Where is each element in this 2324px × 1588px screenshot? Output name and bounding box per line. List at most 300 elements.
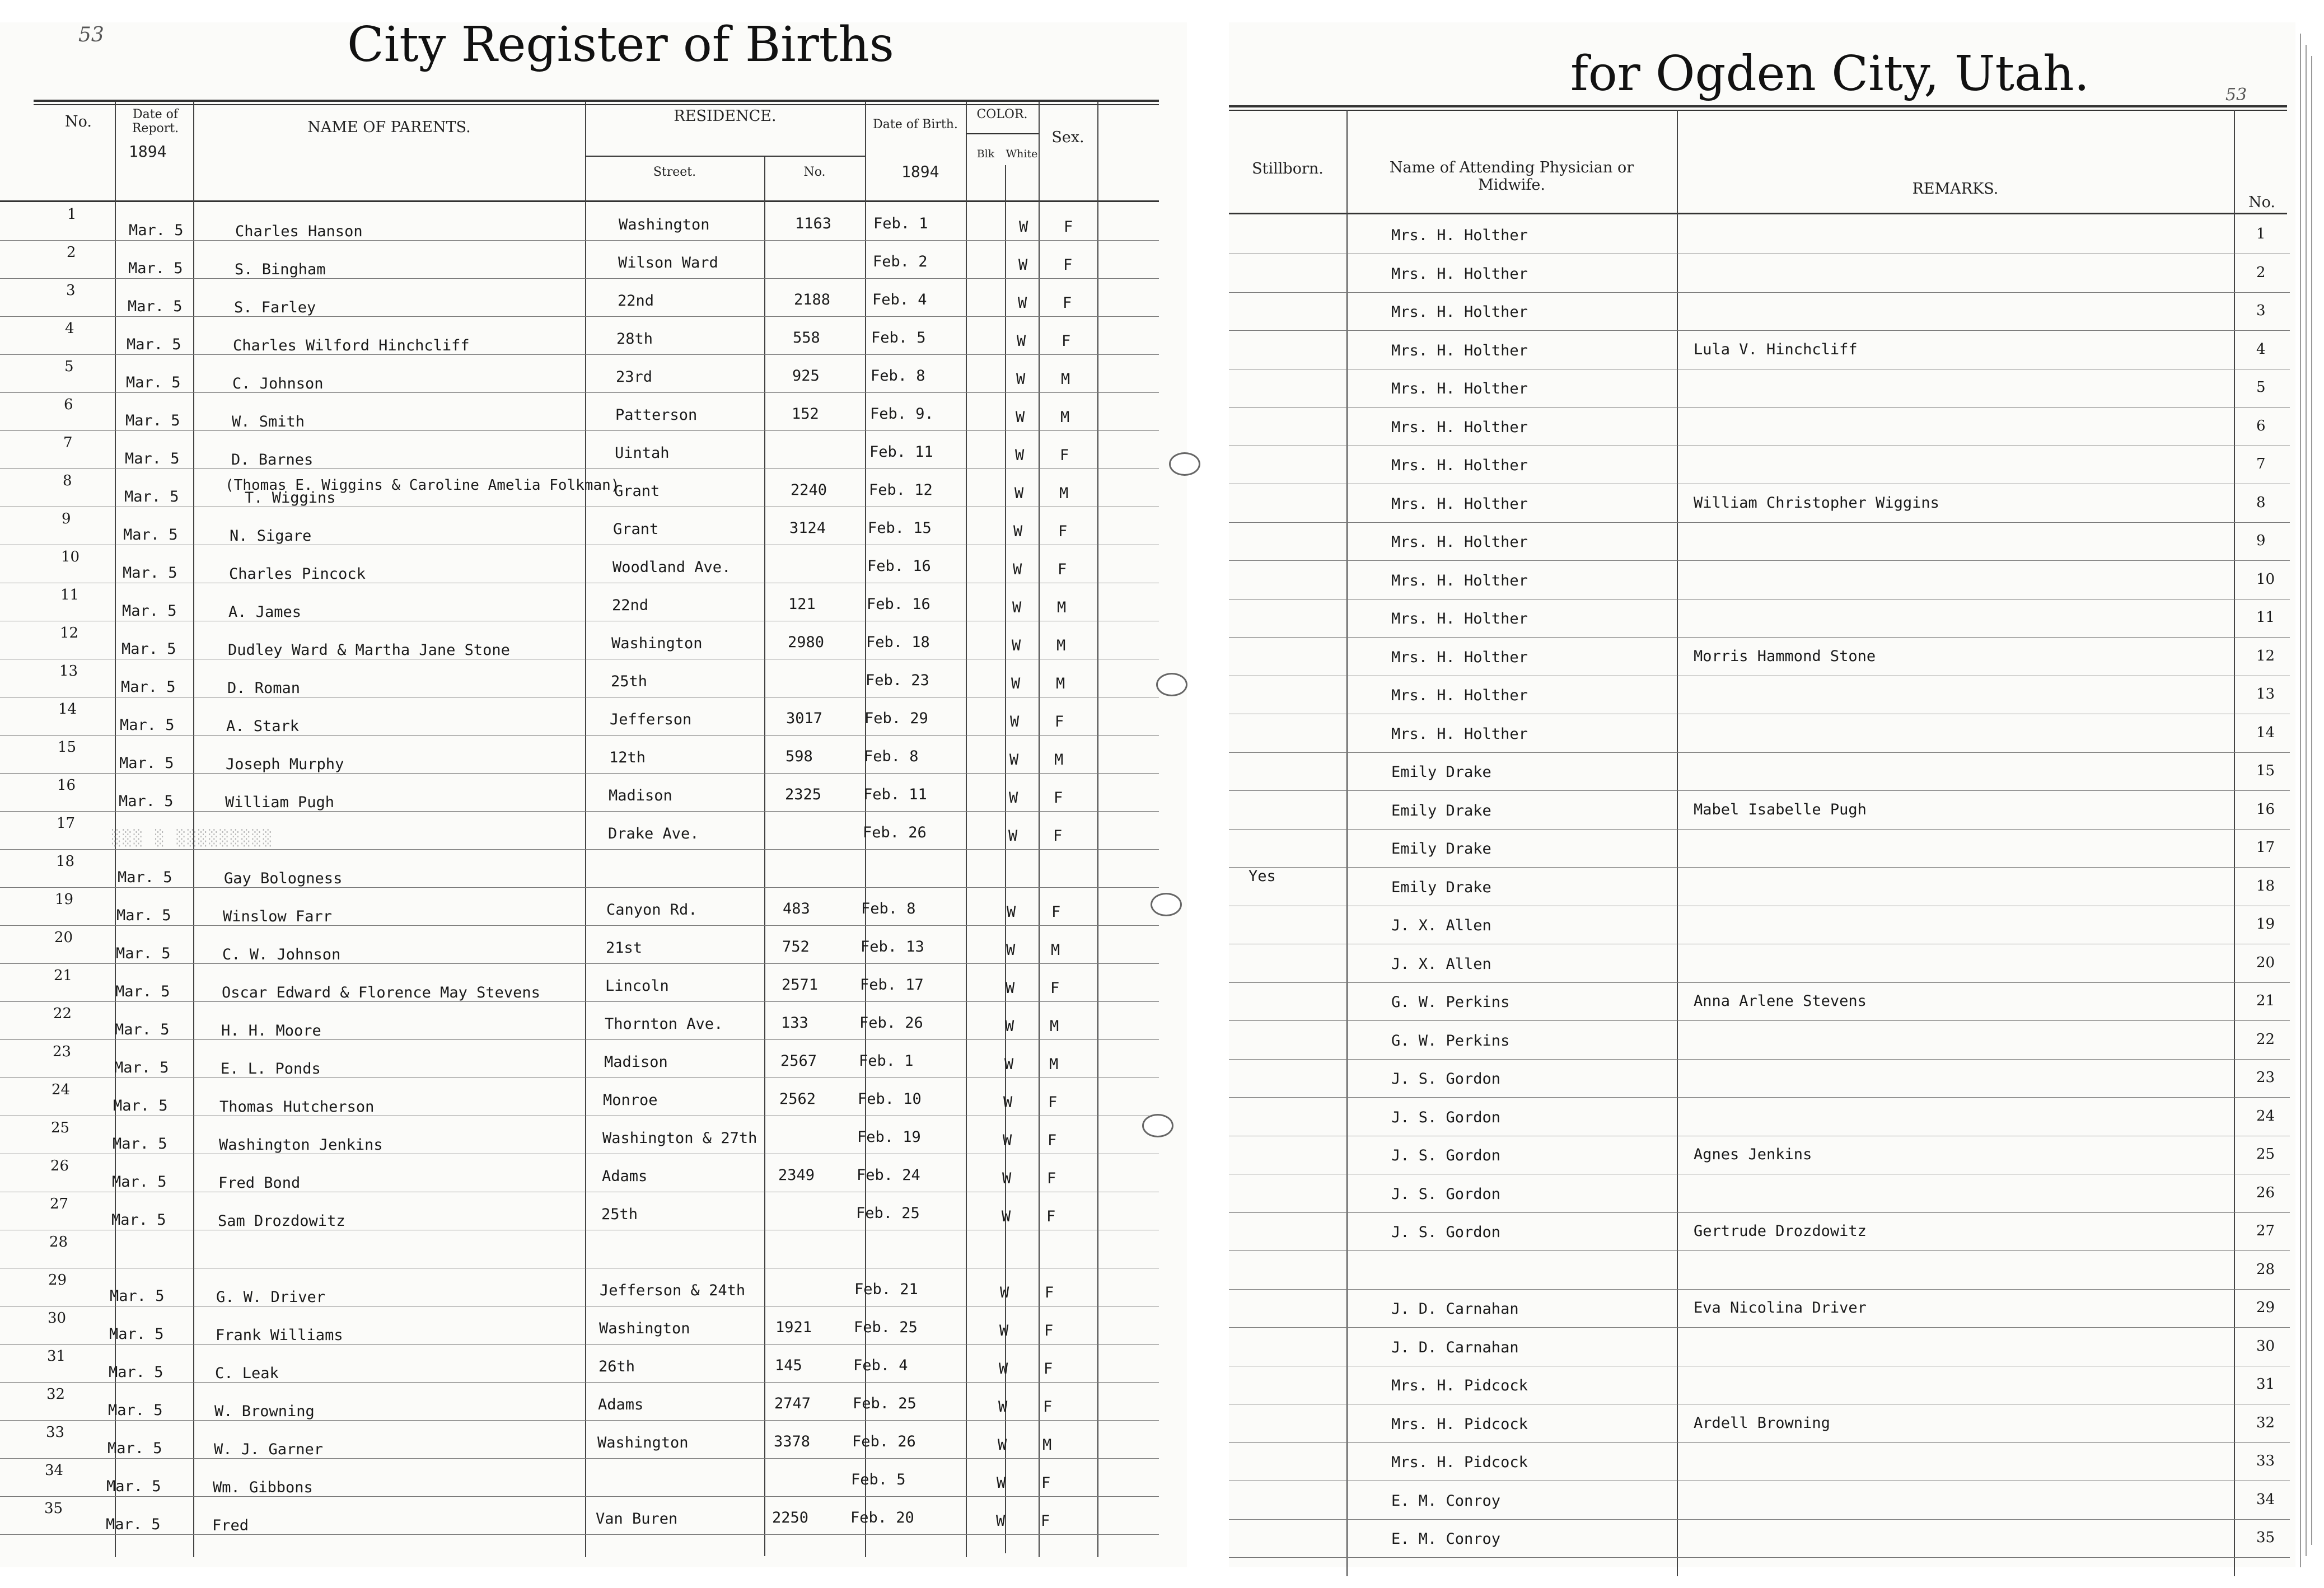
attending-physician: Mrs. H. Holther xyxy=(1391,649,1528,666)
header-sex: Sex. xyxy=(1051,129,1084,146)
attending-physician: Emily Drake xyxy=(1391,763,1491,781)
attending-physician: Mrs. H. Holther xyxy=(1391,303,1528,321)
parents-name: Dudley Ward & Martha Jane Stone xyxy=(228,641,510,659)
residence-street: Wilson Ward xyxy=(618,254,718,271)
residence-number: 2980 xyxy=(788,634,825,651)
attending-physician: E. M. Conroy xyxy=(1391,1492,1501,1510)
parents-name: S. Bingham xyxy=(235,261,326,278)
residence-street: 28th xyxy=(616,330,653,348)
parents-name: Charles Pincock xyxy=(229,565,366,583)
register-row xyxy=(0,507,1159,545)
sex: M xyxy=(1042,1436,1052,1454)
date-of-birth: Feb. 19 xyxy=(857,1128,921,1146)
date-of-report: Mar. 5 xyxy=(112,1173,167,1191)
color-white: W xyxy=(1002,1170,1012,1187)
attending-physician: Mrs. H. Holther xyxy=(1391,380,1528,397)
parents-name: Winslow Farr xyxy=(223,908,333,925)
register-row-right xyxy=(1229,906,2290,944)
register-row xyxy=(0,1268,1159,1306)
remarks-child-name: Lula V. Hinchcliff xyxy=(1694,341,1858,358)
sex: M xyxy=(1056,637,1066,654)
register-row xyxy=(0,926,1159,964)
attending-physician: Mrs. H. Holther xyxy=(1391,265,1528,283)
entry-number: 3 xyxy=(66,282,76,299)
sex: F xyxy=(1058,523,1068,540)
residence-street: Washington xyxy=(611,635,703,652)
register-row-right xyxy=(1229,254,2290,293)
entry-number-right: 13 xyxy=(2256,686,2275,702)
date-of-report: Mar. 5 xyxy=(115,983,170,1000)
entry-number: 5 xyxy=(64,358,74,375)
register-row-right xyxy=(1229,982,2290,1021)
color-white: W xyxy=(1006,980,1015,997)
residence-street: Washington xyxy=(597,1434,689,1451)
residence-street: Lincoln xyxy=(605,977,669,995)
register-row xyxy=(0,1192,1159,1230)
entry-number: 25 xyxy=(51,1119,70,1136)
attending-physician: Emily Drake xyxy=(1391,802,1491,819)
register-row-right xyxy=(1229,1442,2290,1481)
sex: F xyxy=(1043,1398,1053,1416)
remarks-child-name: Agnes Jenkins xyxy=(1694,1146,1812,1163)
date-of-birth: Feb. 5 xyxy=(851,1471,906,1488)
entry-number: 14 xyxy=(58,701,77,718)
parents-name: Fred xyxy=(212,1517,249,1534)
parents-name: Charles Hanson xyxy=(235,223,363,240)
entry-number: 23 xyxy=(53,1043,72,1060)
register-row-right xyxy=(1229,1366,2290,1404)
register-row-right xyxy=(1229,944,2290,983)
residence-number: 3017 xyxy=(786,710,823,727)
register-row xyxy=(0,736,1159,774)
sex: F xyxy=(1041,1512,1050,1530)
date-of-birth: Feb. 4 xyxy=(872,291,927,308)
date-of-birth: Feb. 25 xyxy=(856,1205,920,1222)
date-of-birth: Feb. 26 xyxy=(852,1433,916,1450)
color-white: W xyxy=(1016,409,1025,426)
residence-street: Thornton Ave. xyxy=(605,1015,723,1033)
attending-physician: Emily Drake xyxy=(1391,879,1491,896)
parents-name: W. Smith xyxy=(232,413,305,430)
residence-street: Woodland Ave. xyxy=(612,559,731,576)
color-white: W xyxy=(998,1436,1007,1454)
entry-number-right: 23 xyxy=(2256,1069,2275,1086)
register-row-right xyxy=(1229,1481,2290,1520)
date-of-report: Mar. 5 xyxy=(109,1325,164,1343)
parents-name: D. Roman xyxy=(227,680,301,697)
date-of-report: Mar. 5 xyxy=(113,1135,167,1153)
header-color: COLOR. xyxy=(976,107,1028,121)
sex: F xyxy=(1041,1474,1051,1492)
remarks-child-name: Eva Nicolina Driver xyxy=(1694,1299,1867,1317)
entry-number-right: 22 xyxy=(2256,1031,2275,1048)
attending-physician: E. M. Conroy xyxy=(1391,1530,1501,1548)
date-of-report: Mar. 5 xyxy=(123,526,178,544)
date-of-birth: Feb. 9. xyxy=(870,405,934,423)
parents-name: William Pugh xyxy=(225,794,335,811)
register-row-right xyxy=(1229,1251,2290,1290)
sex: F xyxy=(1054,789,1063,807)
color-white: W xyxy=(1013,561,1022,578)
date-of-birth: Feb. 18 xyxy=(866,634,930,651)
register-row-right xyxy=(1229,407,2290,446)
row-divider xyxy=(0,1534,1159,1535)
entry-number: 18 xyxy=(56,853,75,870)
parents-name: H. H. Moore xyxy=(221,1022,321,1039)
sex: M xyxy=(1056,675,1065,692)
color-white: W xyxy=(1010,713,1020,730)
entry-number-right: 28 xyxy=(2256,1261,2275,1278)
color-white: W xyxy=(1005,1018,1014,1035)
date-of-birth: Feb. 11 xyxy=(869,443,933,461)
entry-number: 13 xyxy=(59,663,78,680)
entry-number-right: 2 xyxy=(2256,264,2266,281)
residence-street: Madison xyxy=(609,787,672,804)
register-row-right xyxy=(1229,1289,2290,1328)
parents-name: W. J. Garner xyxy=(214,1441,324,1458)
register-row xyxy=(0,583,1159,621)
date-of-report: Mar. 5 xyxy=(122,602,177,620)
residence-street: Monroe xyxy=(603,1092,658,1109)
date-of-report: Mar. 5 xyxy=(119,755,174,772)
attending-physician: Mrs. H. Holther xyxy=(1391,419,1528,436)
entry-number: 24 xyxy=(52,1081,71,1098)
register-row xyxy=(0,888,1159,926)
date-of-report: Mar. 5 xyxy=(106,1478,161,1495)
register-row-right xyxy=(1229,829,2290,868)
entry-number-right: 29 xyxy=(2256,1299,2275,1316)
date-of-birth: Feb. 8 xyxy=(864,748,919,765)
attending-physician: Mrs. H. Holther xyxy=(1391,687,1528,704)
header-date-of-birth: Date of Birth. xyxy=(873,118,958,132)
residence-number: 2240 xyxy=(791,481,827,499)
parents-name: Joseph Murphy xyxy=(226,756,344,773)
parents-name: C. Leak xyxy=(215,1365,279,1382)
residence-street: Madison xyxy=(604,1053,668,1071)
date-of-birth: Feb. 16 xyxy=(867,596,930,613)
residence-street: 26th xyxy=(598,1358,635,1375)
sex: F xyxy=(1044,1360,1053,1378)
pencil-page-number-right: 53 xyxy=(2225,85,2247,105)
residence-number: 152 xyxy=(792,405,819,423)
header-name-of-parents: NAME OF PARENTS. xyxy=(307,119,471,136)
residence-number: 133 xyxy=(781,1014,808,1032)
entry-number-right: 18 xyxy=(2256,878,2275,894)
attending-physician: J. D. Carnahan xyxy=(1391,1300,1519,1318)
register-row xyxy=(0,1116,1159,1154)
row-divider xyxy=(1229,1557,2290,1558)
residence-number: 483 xyxy=(783,900,810,917)
register-row-right xyxy=(1229,1212,2290,1251)
register-row xyxy=(0,1497,1159,1535)
register-row xyxy=(0,545,1159,583)
color-white: W xyxy=(1013,523,1023,540)
binder-hole xyxy=(1142,1114,1173,1137)
register-row-right xyxy=(1229,1519,2290,1558)
residence-number: 1163 xyxy=(795,215,832,232)
header-residence-no: No. xyxy=(803,165,826,179)
residence-street: 25th xyxy=(601,1206,638,1223)
register-row xyxy=(0,1040,1159,1078)
register-row xyxy=(0,1230,1159,1268)
entry-number: 32 xyxy=(46,1386,66,1403)
register-row-right xyxy=(1229,484,2290,523)
date-of-birth: Feb. 5 xyxy=(871,329,926,346)
residence-street: Washington xyxy=(599,1320,690,1337)
color-white: W xyxy=(1015,447,1025,464)
date-of-report: Mar. 5 xyxy=(121,640,176,658)
attending-physician: Mrs. H. Holther xyxy=(1391,610,1528,627)
residence-number: 145 xyxy=(775,1357,802,1374)
date-of-report: Mar. 5 xyxy=(109,1364,163,1381)
attending-physician: Mrs. H. Holther xyxy=(1391,457,1528,474)
residence-number: 2188 xyxy=(794,291,831,308)
entry-number-right: 30 xyxy=(2256,1338,2275,1355)
entry-number-right: 17 xyxy=(2256,839,2275,856)
remarks-child-name: Anna Arlene Stevens xyxy=(1694,992,1867,1010)
remarks-child-name: Morris Hammond Stone xyxy=(1694,648,1876,665)
sex: M xyxy=(1054,751,1064,769)
residence-number: 2562 xyxy=(779,1090,816,1108)
register-row xyxy=(0,1345,1159,1383)
color-white: W xyxy=(1012,637,1021,654)
right-register-page xyxy=(1229,22,2295,1567)
residence-number: 2747 xyxy=(774,1395,811,1412)
entry-number: 26 xyxy=(50,1158,69,1174)
header-stillborn: Stillborn. xyxy=(1252,160,1324,177)
sex: F xyxy=(1062,332,1071,350)
remarks-child-name: William Christopher Wiggins xyxy=(1694,494,1939,512)
residence-number: 2571 xyxy=(782,976,819,994)
entry-number-right: 10 xyxy=(2256,571,2275,588)
residence-number: 3378 xyxy=(774,1433,811,1450)
color-white: W xyxy=(1004,1056,1014,1073)
date-of-birth: Feb. 16 xyxy=(867,558,931,575)
parents-name: E. L. Ponds xyxy=(221,1060,321,1078)
entry-number-right: 33 xyxy=(2256,1453,2275,1469)
date-of-report: Mar. 5 xyxy=(123,564,177,582)
date-of-birth: Feb. 1 xyxy=(873,215,928,232)
attending-physician: J. S. Gordon xyxy=(1391,1109,1501,1126)
remarks-child-name: Ardell Browning xyxy=(1694,1414,1830,1432)
register-row xyxy=(0,241,1159,279)
sex: M xyxy=(1057,599,1067,616)
color-white: W xyxy=(1019,218,1028,236)
register-row xyxy=(0,812,1159,850)
header-no: No. xyxy=(65,113,92,130)
register-row xyxy=(0,393,1159,431)
sex: F xyxy=(1053,827,1063,845)
residence-street: Adams xyxy=(598,1396,644,1413)
residence-street: Jefferson xyxy=(610,711,692,728)
date-of-report: Mar. 5 xyxy=(116,945,171,962)
register-row-right xyxy=(1229,676,2290,714)
date-of-report: Mar. 5 xyxy=(128,298,183,315)
sex: F xyxy=(1050,980,1060,997)
color-white: W xyxy=(996,1512,1006,1530)
entry-number-right: 16 xyxy=(2256,801,2275,818)
residence-street: 25th xyxy=(611,673,648,690)
register-row-right xyxy=(1229,446,2290,484)
color-white: W xyxy=(1007,903,1016,921)
register-row-right xyxy=(1229,1059,2290,1098)
entry-number: 20 xyxy=(54,929,73,946)
date-of-birth: Feb. 23 xyxy=(866,672,929,689)
entry-number: 35 xyxy=(44,1500,63,1517)
register-row-right xyxy=(1229,714,2290,753)
color-white: W xyxy=(1006,941,1016,959)
residence-number: 752 xyxy=(782,938,810,955)
register-row-right xyxy=(1229,638,2290,676)
sex: M xyxy=(1051,941,1060,959)
residence-number: 598 xyxy=(785,748,813,765)
residence-street: Washington & 27th xyxy=(602,1130,757,1147)
header-remarks: REMARKS. xyxy=(1912,180,1999,198)
date-of-birth: Feb. 11 xyxy=(863,786,927,803)
date-of-birth: Feb. 21 xyxy=(854,1281,918,1298)
header-no-right: No. xyxy=(2248,194,2275,211)
color-white: W xyxy=(1012,599,1022,616)
residence-street: Grant xyxy=(614,483,660,500)
residence-street: 12th xyxy=(609,749,646,766)
residence-street: Patterson xyxy=(615,406,698,424)
sex: F xyxy=(1060,447,1069,464)
color-white: W xyxy=(1009,751,1019,769)
attending-physician: Mrs. H. Holther xyxy=(1391,227,1528,244)
attending-physician: Emily Drake xyxy=(1391,840,1491,858)
entry-number: 33 xyxy=(46,1424,65,1441)
register-row-right xyxy=(1229,1021,2290,1060)
attending-physician: J. S. Gordon xyxy=(1391,1186,1501,1203)
date-of-birth: Feb. 2 xyxy=(873,253,928,270)
header-date-of-report: Date of Report. xyxy=(132,107,179,136)
entry-number-right: 6 xyxy=(2256,418,2266,434)
parents-full-names: (Thomas E. Wiggins & Caroline Amelia Folkman) xyxy=(225,477,620,494)
color-white: W xyxy=(1017,332,1026,350)
entry-number: 7 xyxy=(63,434,73,451)
entry-number-right: 32 xyxy=(2256,1414,2275,1431)
date-of-report: Mar. 5 xyxy=(113,1097,168,1114)
register-row-right xyxy=(1229,1098,2290,1136)
register-row-right xyxy=(1229,599,2290,638)
color-white: W xyxy=(1008,827,1018,845)
attending-physician: J. S. Gordon xyxy=(1391,1224,1501,1241)
binder-hole xyxy=(1169,452,1200,476)
entry-number: 9 xyxy=(62,510,71,527)
date-of-report: Mar. 5 xyxy=(121,678,176,696)
color-white: W xyxy=(1016,371,1026,388)
parents-name: Wm. Gibbons xyxy=(213,1479,313,1496)
sex: M xyxy=(1049,1056,1059,1073)
residence-street: 21st xyxy=(606,939,643,957)
entry-number-right: 15 xyxy=(2256,762,2275,779)
register-row xyxy=(0,203,1159,241)
date-of-birth: Feb. 13 xyxy=(861,938,924,955)
attending-physician: J. D. Carnahan xyxy=(1391,1339,1519,1356)
parents-name: A. Stark xyxy=(226,718,300,735)
parents-name: Gay Bologness xyxy=(224,870,343,887)
color-white: W xyxy=(1014,485,1024,502)
attending-physician: Mrs. H. Holther xyxy=(1391,495,1528,513)
entry-number-right: 35 xyxy=(2256,1529,2275,1546)
entry-number-right: 11 xyxy=(2256,609,2275,626)
erased-entry: ░░░ ░ ░░░░░░░░░ xyxy=(112,830,274,847)
entry-number-right: 24 xyxy=(2256,1108,2275,1125)
date-of-report: Mar. 5 xyxy=(107,1440,162,1457)
entry-number: 22 xyxy=(53,1005,72,1022)
date-of-birth: Feb. 4 xyxy=(853,1357,908,1374)
attending-physician: G. W. Perkins xyxy=(1391,1032,1510,1050)
entry-number-right: 7 xyxy=(2256,456,2266,472)
sex: F xyxy=(1045,1284,1054,1301)
residence-number: 925 xyxy=(792,367,820,385)
attending-physician: Mrs. H. Pidcock xyxy=(1391,1377,1528,1394)
register-row xyxy=(0,774,1159,812)
date-of-birth: Feb. 26 xyxy=(859,1014,923,1032)
entry-number: 34 xyxy=(45,1462,64,1479)
sex: M xyxy=(1061,371,1070,388)
residence-street: Uintah xyxy=(615,444,670,462)
register-row-right xyxy=(1229,216,2290,254)
entry-number: 4 xyxy=(65,320,74,337)
stillborn-mark: Yes xyxy=(1248,868,1276,885)
residence-number: 3124 xyxy=(789,519,826,537)
sex: F xyxy=(1064,218,1073,236)
parents-name: Sam Drozdowitz xyxy=(218,1212,345,1230)
register-row xyxy=(0,850,1159,888)
register-row-right xyxy=(1229,522,2290,561)
header-residence: RESIDENCE. xyxy=(674,107,777,125)
attending-physician: Mrs. H. Pidcock xyxy=(1391,1454,1528,1471)
entry-number: 6 xyxy=(64,396,73,413)
attending-physician: Mrs. H. Pidcock xyxy=(1391,1416,1528,1433)
parents-name: D. Barnes xyxy=(231,451,314,469)
date-of-report: Mar. 5 xyxy=(128,260,183,277)
residence-street: Adams xyxy=(602,1168,648,1185)
residence-street: Canyon Rd. xyxy=(606,901,698,919)
residence-number: 2250 xyxy=(772,1509,809,1526)
register-row xyxy=(0,431,1159,469)
residence-street: Jefferson & 24th xyxy=(600,1282,746,1299)
remarks-child-name: Gertrude Drozdowitz xyxy=(1694,1222,1867,1240)
register-row xyxy=(0,964,1159,1002)
entry-number: 31 xyxy=(47,1348,66,1365)
color-white: W xyxy=(999,1360,1008,1378)
register-row xyxy=(0,1306,1159,1345)
header-birth-year: 1894 xyxy=(901,162,939,181)
date-of-report: Mar. 5 xyxy=(118,869,172,886)
sex: M xyxy=(1050,1018,1059,1035)
entry-number: 8 xyxy=(63,472,72,489)
entry-number-right: 31 xyxy=(2256,1376,2275,1393)
entry-number-right: 5 xyxy=(2256,379,2266,396)
parents-name: G. W. Driver xyxy=(216,1289,326,1306)
entry-number: 12 xyxy=(60,625,79,641)
color-white: W xyxy=(1002,1208,1011,1225)
register-row-right xyxy=(1229,1174,2290,1213)
parents-name: S. Farley xyxy=(234,299,316,316)
entry-number-right: 34 xyxy=(2256,1491,2275,1508)
sex: F xyxy=(1048,1094,1058,1111)
date-of-birth: Feb. 10 xyxy=(858,1090,922,1108)
residence-number: 558 xyxy=(793,329,820,346)
left-page-title: City Register of Births xyxy=(347,17,894,73)
entry-number-right: 8 xyxy=(2256,494,2266,511)
register-row-right xyxy=(1229,369,2290,407)
parents-name: Charles Wilford Hinchcliff xyxy=(233,337,470,354)
residence-street: Grant xyxy=(613,521,659,538)
entry-number-right: 1 xyxy=(2256,226,2266,242)
